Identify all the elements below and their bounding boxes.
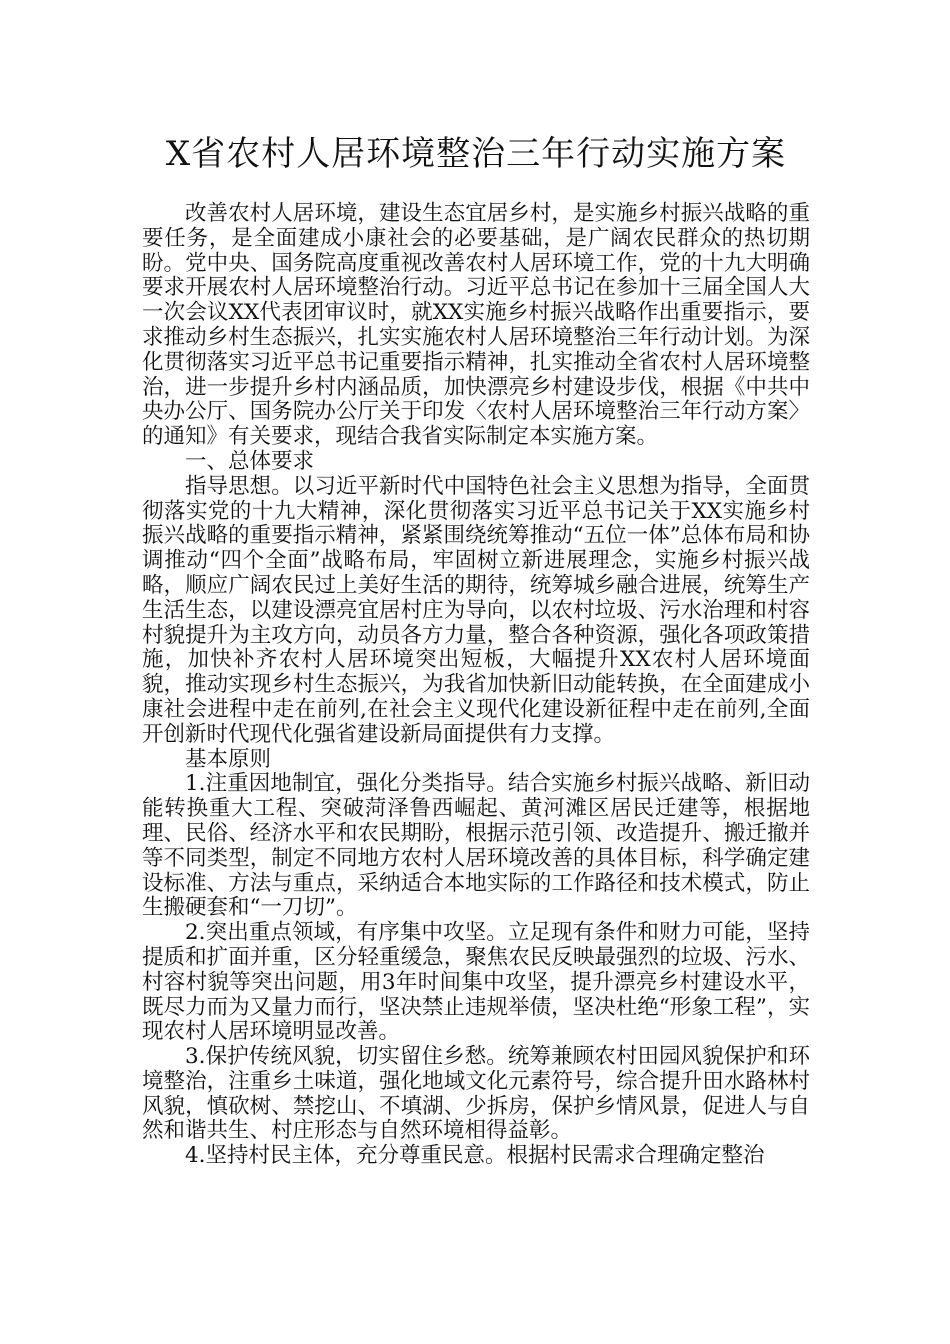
principle-1-paragraph: 1.注重因地制宜，强化分类指导。结合实施乡村振兴战略、新旧动能转换重大工程、突破菏泽鲁西崛起、黄河滩区居民迁建等，根据地理、民俗、经济水平和农民期盼，根据示范引领、改造提升、搬迁撤并等不同类型，制定不同地方农村人居环境改善的具体目标，科学确定建设标准、方法与重点，采纳适合本地实际的工作路径和技术模式，防止生搬硬套和“一刀切”。 <box>142 771 810 921</box>
section-heading-general-requirements: 一、总体要求 <box>185 448 315 474</box>
principle-2-paragraph: 2.突出重点领域，有序集中攻坚。立足现有条件和财力可能，坚持提质和扩面并重，区分轻重缓急，聚焦农民反映最强烈的垃圾、污水、村容村貌等突出问题，用3年时间集中攻坚，提升漂亮乡村建设水平，既尽力而为又量力而行，坚决禁止违规举债，坚决杜绝“形象工程”，实现农村人居环境明显改善。 <box>142 920 810 1045</box>
principle-4-paragraph: 4.坚持村民主体，充分尊重民意。根据村民需求合理确定整治 <box>185 1143 765 1169</box>
document-title: X省农村人居环境整治三年行动实施方案 <box>165 134 787 174</box>
guiding-thought-paragraph: 指导思想。以习近平新时代中国特色社会主义思想为指导，全面贯彻落实党的十九大精神，深化贯彻落实习近平总书记关于XX实施乡村振兴战略的重要指示精神，紧紧围绕统筹推动“五位一体”总体布局和协调推动“四个全面”战略布局，牢固树立新进展理念，实施乡村振兴战略，顺应广阔农民过上美好生活的期待，统筹城乡融合进展，统筹生产生活生态，以建设漂亮宜居村庄为导向，以农村垃圾、污水治理和村容村貌提升为主攻方向，动员各方力量，整合各种资源，强化各项政策措施，加快补齐农村人居环境突出短板，大幅提升XX农村人居环境面貌，推动实现乡村生态振兴，为我省加快新旧动能转换，在全面建成小康社会进程中走在前列,在社会主义现代化建设新征程中走在前列,全面开创新时代现代化强省建设新局面提供有力支撑。 <box>142 473 810 747</box>
intro-paragraph: 改善农村人居环境，建设生态宜居乡村，是实施乡村振兴战略的重要任务，是全面建成小康社会的必要基础，是广阔农民群众的热切期盼。党中央、国务院高度重视改善农村人居环境工作，党的十九大明确要求开展农村人居环境整治行动。习近平总书记在参加十三届全国人大一次会议XX代表团审议时，就XX实施乡村振兴战略作出重要指示，要求推动乡村生态振兴，扎实实施农村人居环境整治三年行动计划。为深化贯彻落实习近平总书记重要指示精神，扎实推动全省农村人居环境整治，进一步提升乡村内涵品质，加快漂亮乡村建设步伐，根据《中共中央办公厅、国务院办公厅关于印发〈农村人居环境整治三年行动方案〉的通知》有关要求，现结合我省实际制定本实施方案。 <box>142 201 810 450</box>
principle-3-paragraph: 3.保护传统风貌，切实留住乡愁。统筹兼顾农村田园风貌保护和环境整治，注重乡土味道，强化地域文化元素符号，综合提升田水路林村风貌，慎砍树、禁挖山、不填湖、少拆房，保护乡情风景，促进人与自然和谐共生、村庄形态与自然环境相得益彰。 <box>142 1044 810 1144</box>
basic-principles-heading: 基本原则 <box>185 746 272 772</box>
